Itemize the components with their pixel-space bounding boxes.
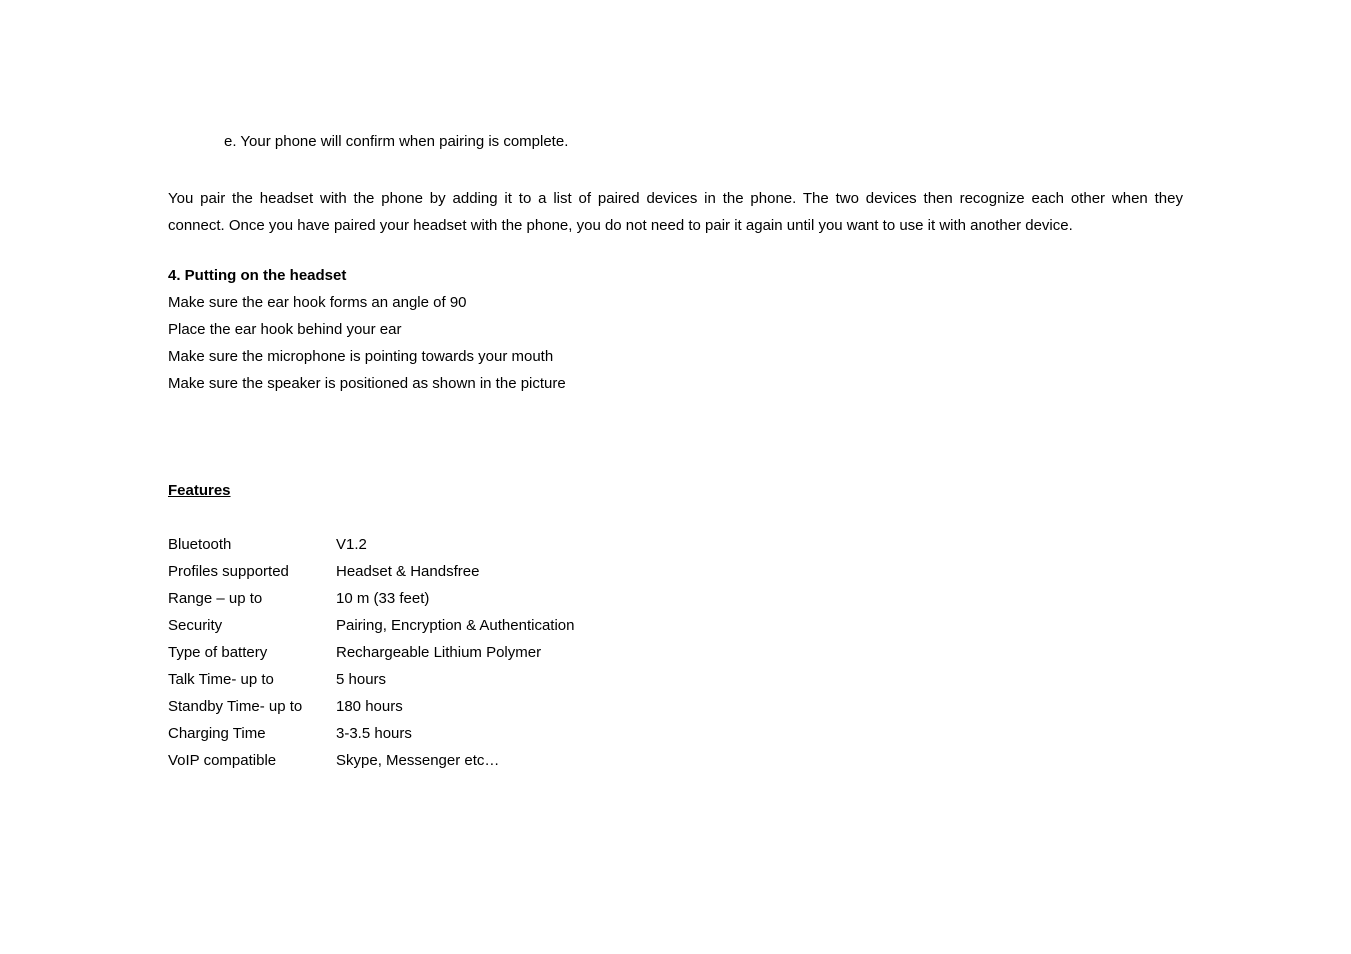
feature-value: 3-3.5 hours bbox=[336, 725, 412, 742]
feature-value: Pairing, Encryption & Authentication bbox=[336, 617, 575, 634]
pairing-step-e: e. Your phone will confirm when pairing is complete. bbox=[224, 133, 569, 150]
table-row bbox=[168, 724, 574, 751]
features-table bbox=[168, 535, 574, 778]
putting-on-step: Make sure the speaker is positioned as shown in the picture bbox=[168, 375, 566, 392]
feature-label: Profiles supported bbox=[168, 563, 289, 580]
pairing-paragraph bbox=[168, 185, 1183, 239]
feature-label: Charging Time bbox=[168, 725, 266, 742]
table-row bbox=[168, 535, 574, 562]
table-row bbox=[168, 697, 574, 724]
table-row bbox=[168, 751, 574, 778]
putting-on-heading: 4. Putting on the headset bbox=[168, 267, 347, 284]
feature-value: V1.2 bbox=[336, 536, 367, 553]
feature-label: Range – up to bbox=[168, 590, 263, 607]
table-row bbox=[168, 643, 574, 670]
table-row bbox=[168, 562, 574, 589]
feature-label: Type of battery bbox=[168, 644, 268, 661]
pairing-paragraph-line-2: connect. Once you have paired your headset with the phone, you do not need to pair it again until you want to use it with another device. bbox=[168, 217, 1073, 234]
putting-on-step: Place the ear hook behind your ear bbox=[168, 321, 402, 338]
putting-on-step: Make sure the microphone is pointing towards your mouth bbox=[168, 348, 554, 365]
features-heading: Features bbox=[168, 482, 231, 499]
pairing-paragraph-line-1: You pair the headset with the phone by adding it to a list of paired devices in the phone. The two devices then recognize each other when they bbox=[168, 190, 1183, 207]
feature-label: VoIP compatible bbox=[168, 752, 277, 769]
feature-label: Standby Time- up to bbox=[168, 698, 303, 715]
feature-value: 180 hours bbox=[336, 698, 403, 715]
table-row bbox=[168, 589, 574, 616]
feature-value: Rechargeable Lithium Polymer bbox=[336, 644, 542, 661]
feature-value: 5 hours bbox=[336, 671, 387, 688]
feature-label: Bluetooth bbox=[168, 536, 232, 553]
feature-value: Skype, Messenger etc… bbox=[336, 752, 500, 769]
putting-on-step: Make sure the ear hook forms an angle of 90 bbox=[168, 294, 467, 311]
table-row bbox=[168, 616, 574, 643]
feature-label: Talk Time- up to bbox=[168, 671, 274, 688]
table-row bbox=[168, 670, 574, 697]
feature-value: 10 m (33 feet) bbox=[336, 590, 430, 607]
feature-label: Security bbox=[168, 617, 223, 634]
feature-value: Headset & Handsfree bbox=[336, 563, 480, 580]
